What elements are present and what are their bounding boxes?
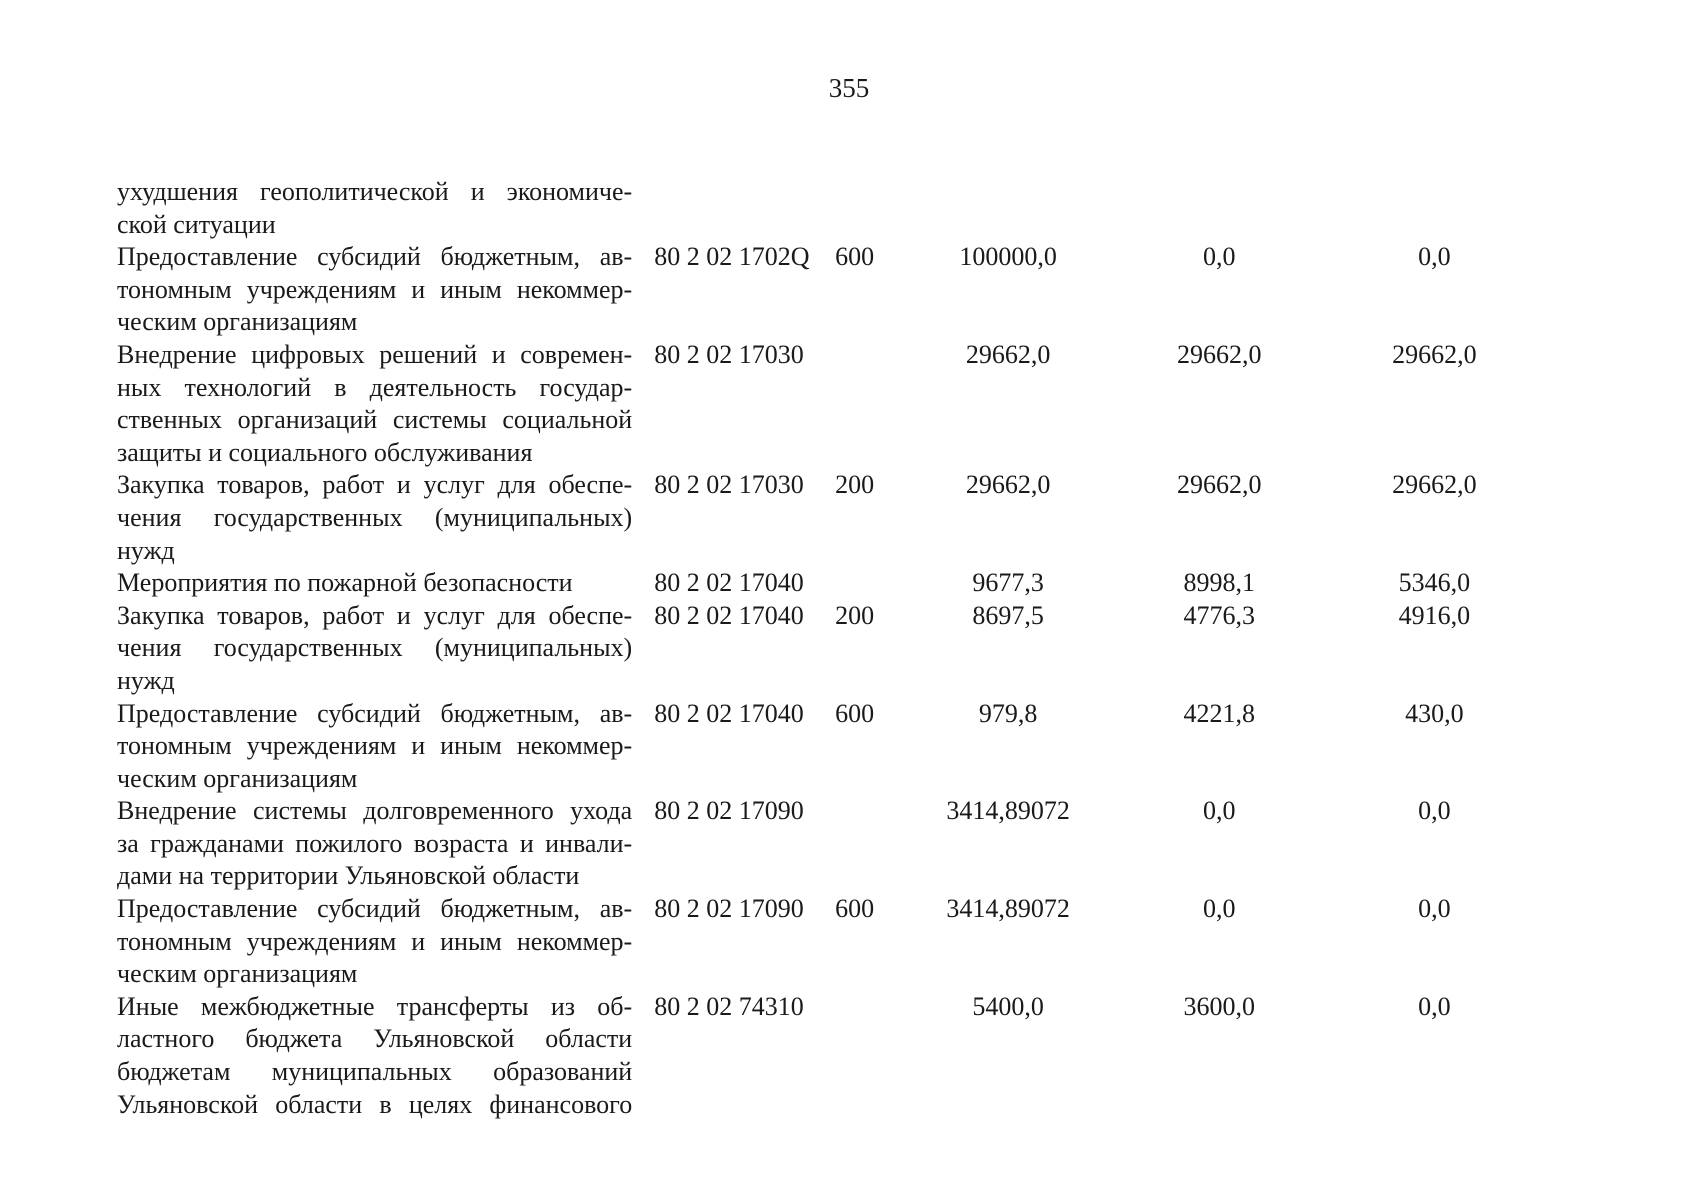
row-name-line: дами на территории Ульяновской области <box>117 861 580 891</box>
row-name-line: ластного бюджета Ульяновской области <box>117 1024 633 1054</box>
row-name <box>117 241 632 339</box>
row-name-line: тономным учреждениям и иным некоммер- <box>117 274 633 304</box>
table-row <box>117 600 1537 698</box>
row-name-line: нужд <box>117 535 175 565</box>
row-name <box>117 795 632 893</box>
row-value-year3: 29662,0 <box>1392 339 1477 369</box>
row-value-year2: 0,0 <box>1203 796 1236 826</box>
row-name-line: ческим организациям <box>117 307 358 337</box>
row-value-year3: 430,0 <box>1405 698 1464 728</box>
row-expense-type: 200 <box>835 470 875 500</box>
row-name <box>117 567 632 600</box>
row-value-year2: 29662,0 <box>1177 470 1262 500</box>
row-value-year2: 0,0 <box>1203 894 1236 924</box>
table-row <box>117 469 1537 567</box>
row-name-line: бюджетам муниципальных образований <box>117 1057 633 1087</box>
table-row <box>117 893 1537 991</box>
row-name-line: тономным учреждениям и иным некоммер- <box>117 731 633 761</box>
row-name-line: чения государственных (муниципальных) <box>117 633 633 663</box>
row-expense-type: 600 <box>835 698 875 728</box>
table-row <box>117 241 1537 339</box>
row-value-year2: 4221,8 <box>1183 698 1256 728</box>
budget-table <box>117 176 1537 1121</box>
row-name <box>117 339 632 469</box>
row-value-year1: 8697,5 <box>972 600 1044 630</box>
row-expense-type: 200 <box>835 600 875 630</box>
row-name-line: тономным учреждениям и иным некоммер- <box>117 926 633 956</box>
row-code: 80 2 02 1702Q <box>654 242 810 272</box>
row-value-year3: 4916,0 <box>1398 600 1471 630</box>
row-name-line: Ульяновской области в целях финансового <box>117 1089 633 1119</box>
row-code: 80 2 02 17040 <box>654 698 804 728</box>
row-name-line: Внедрение цифровых решений и современ- <box>117 339 633 369</box>
table-row <box>117 698 1537 796</box>
table-row <box>117 567 1537 600</box>
row-name-line: Закупка товаров, работ и услуг для обеспе- <box>117 470 633 500</box>
row-value-year1: 29662,0 <box>965 339 1051 369</box>
row-name-line: ухудшения геополитической и экономиче- <box>117 177 633 206</box>
row-value-year3: 5346,0 <box>1398 568 1471 598</box>
row-value-year1: 100000,0 <box>959 242 1057 272</box>
page-number: 355 <box>828 73 870 103</box>
row-value-year1: 5400,0 <box>972 991 1044 1021</box>
row-name-line: защиты и социального обслуживания <box>117 437 533 467</box>
row-value-year3: 0,0 <box>1418 796 1451 826</box>
row-name-line: Предоставление субсидий бюджетным, ав- <box>117 242 633 272</box>
row-name-line: ных технологий в деятельность государ- <box>117 372 633 402</box>
row-code: 80 2 02 17040 <box>654 568 804 598</box>
row-name <box>117 698 632 796</box>
row-name-line: ской ситуации <box>117 209 276 239</box>
row-name <box>117 469 632 567</box>
row-name-line: ственных организаций системы социальной <box>117 405 633 435</box>
row-value-year1: 9677,3 <box>972 568 1044 598</box>
row-name-line: Внедрение системы долговременного ухода <box>117 796 633 826</box>
row-value-year3: 0,0 <box>1418 991 1451 1021</box>
row-value-year3: 29662,0 <box>1392 470 1477 500</box>
row-code: 80 2 02 17090 <box>654 796 804 826</box>
row-name <box>117 600 632 698</box>
row-value-year2: 8998,1 <box>1183 568 1256 598</box>
row-value-year1: 29662,0 <box>965 470 1051 500</box>
row-expense-type: 600 <box>835 242 875 272</box>
table-row <box>117 795 1537 893</box>
row-name-line: ческим организациям <box>117 959 358 989</box>
row-name-line: Мероприятия по пожарной безопасности <box>117 568 573 598</box>
row-code: 80 2 02 17030 <box>654 339 804 369</box>
row-value-year3: 0,0 <box>1418 894 1451 924</box>
row-code: 80 2 02 17090 <box>654 894 804 924</box>
row-value-year2: 3600,0 <box>1183 991 1256 1021</box>
row-expense-type: 600 <box>835 894 875 924</box>
row-name-line: чения государственных (муниципальных) <box>117 502 633 532</box>
row-name-line: ческим организациям <box>117 763 358 793</box>
row-value-year1: 979,8 <box>978 698 1038 728</box>
row-code: 80 2 02 74310 <box>654 991 804 1021</box>
row-code: 80 2 02 17040 <box>654 600 804 630</box>
row-name-line: Предоставление субсидий бюджетным, ав- <box>117 698 633 728</box>
row-value-year3: 0,0 <box>1418 242 1451 272</box>
row-name-line: Иные межбюджетные трансферты из об- <box>117 991 633 1021</box>
row-code: 80 2 02 17030 <box>654 470 804 500</box>
row-name-line: Предоставление субсидий бюджетным, ав- <box>117 894 633 924</box>
row-name-line: Закупка товаров, работ и услуг для обеспе- <box>117 600 633 630</box>
row-value-year1: 3414,89072 <box>946 796 1070 826</box>
table-row <box>117 339 1537 469</box>
row-name <box>117 991 632 1121</box>
row-name-line: нужд <box>117 665 175 695</box>
table-row <box>117 176 1537 241</box>
row-value-year2: 4776,3 <box>1183 600 1256 630</box>
row-name-line: за гражданами пожилого возраста и инвали- <box>117 828 633 858</box>
row-name <box>117 176 632 241</box>
row-value-year2: 29662,0 <box>1177 339 1262 369</box>
row-value-year2: 0,0 <box>1203 242 1236 272</box>
row-value-year1: 3414,89072 <box>946 894 1070 924</box>
row-name <box>117 893 632 991</box>
table-row <box>117 991 1537 1121</box>
